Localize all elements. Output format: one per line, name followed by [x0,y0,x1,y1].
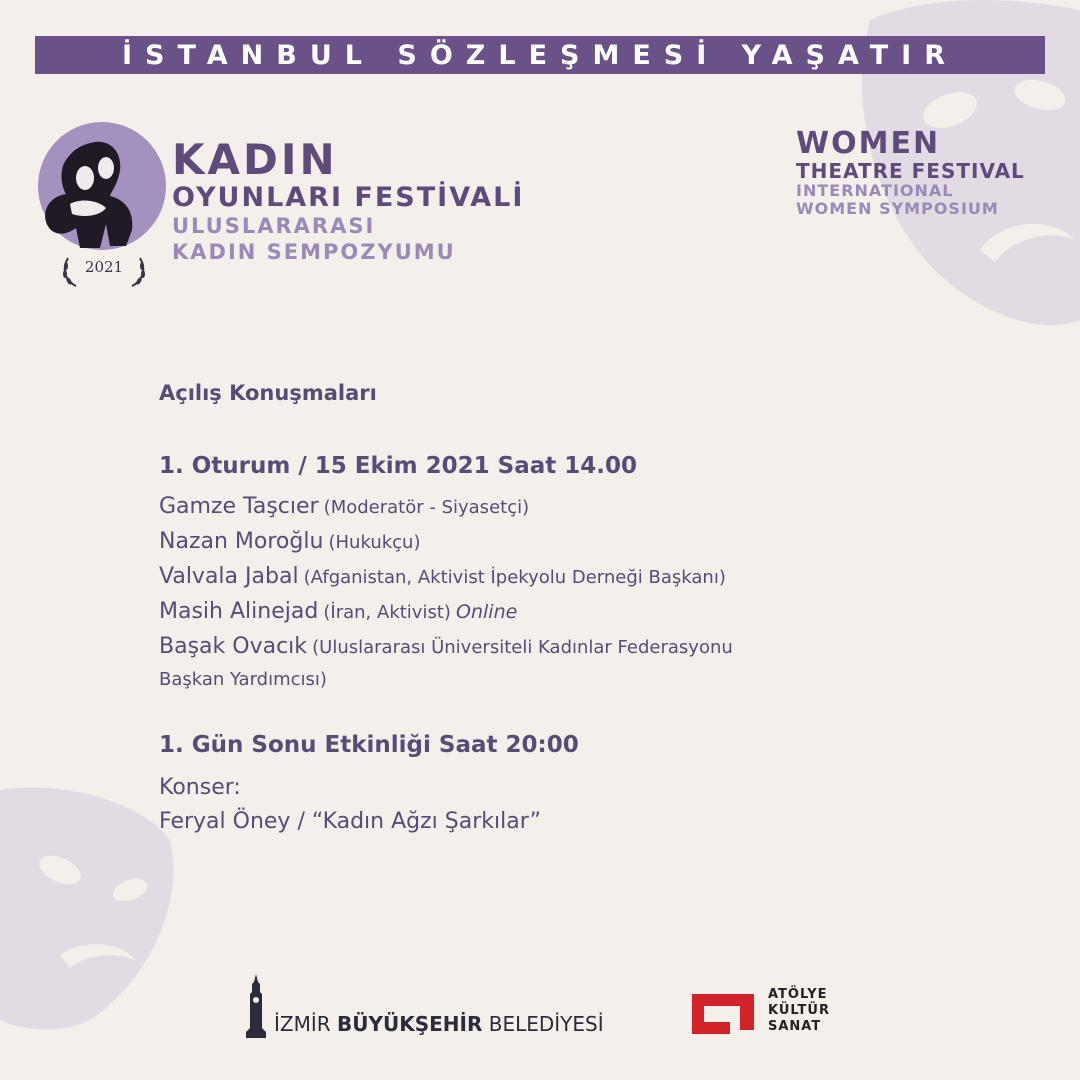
festival-title-tr-line2: OYUNLARI FESTİVALİ [172,182,525,213]
speaker-role-continued: Başkan Yardımcısı) [159,669,327,690]
session-1-heading: 1. Oturum / 15 Ekim 2021 Saat 14.00 [159,453,638,479]
speaker-role: (İran, Aktivist) [323,602,451,623]
festival-title-en-line3: INTERNATIONAL [796,181,954,200]
evening-event-heading: 1. Gün Sonu Etkinliği Saat 20:00 [159,732,579,758]
clock-tower-icon [244,974,268,1038]
izmir-municipality-logo [244,968,604,1038]
atolye-logo-text [768,987,830,1035]
speaker-role: (Afganistan, Aktivist İpekyolu Derneği Başkanı) [303,567,726,588]
izmir-name-prefix: İZMİR [274,1012,338,1036]
logo-year: 2021 [84,258,124,276]
atolye-line2: KÜLTÜR [768,1003,830,1018]
speaker-row [159,630,1019,665]
festival-title-en-line1: WOMEN [796,126,941,161]
speaker-row [159,595,1019,630]
speaker-name: Gamze Taşcıer [159,494,319,519]
atolye-line1: ATÖLYE [768,987,828,1002]
atolye-logo-icon [684,986,762,1038]
speaker-role: (Moderatör - Siyasetçi) [323,497,530,518]
speaker-row [159,560,1019,595]
izmir-name-bold: BÜYÜKŞEHİR [337,1012,483,1036]
campaign-banner [35,36,1045,74]
women-embrace-icon [40,138,150,250]
festival-title-tr-line4: KADIN SEMPOZYUMU [172,240,456,264]
speaker-name: Başak Ovacık [159,634,308,659]
speaker-note: Online [456,601,518,623]
festival-title-en-line4: WOMEN SYMPOSIUM [796,199,999,218]
festival-title-tr-line3: ULUSLARARASI [172,214,376,238]
opening-speeches-heading: Açılış Konuşmaları [159,381,377,405]
speaker-row [159,525,1019,560]
banner-text: İSTANBUL SÖZLEŞMESİ YAŞATIR [121,39,959,71]
theatre-mask-bottom-left-icon [0,780,180,1040]
speaker-name: Masih Alinejad [159,599,319,624]
program [159,378,1019,839]
izmir-name-suffix: BELEDİYESİ [482,1012,604,1036]
festival-title-tr-line1: KADIN [172,135,338,184]
speaker-name: Valvala Jabal [159,564,299,589]
speaker-role: (Hukukçu) [328,532,421,553]
izmir-municipality-name [274,1012,604,1036]
speaker-name: Nazan Moroğlu [159,529,324,554]
concert-label: Konser: [159,775,241,800]
speaker-role: (Uluslararası Üniversiteli Kadınlar Federasyonu [312,637,733,658]
festival-title-en-line2: THEATRE FESTIVAL [796,159,1025,183]
atolye-line3: SANAT [768,1019,822,1034]
concert-detail: Feryal Öney / “Kadın Ağzı Şarkılar” [159,809,542,834]
speaker-row [159,490,1019,525]
